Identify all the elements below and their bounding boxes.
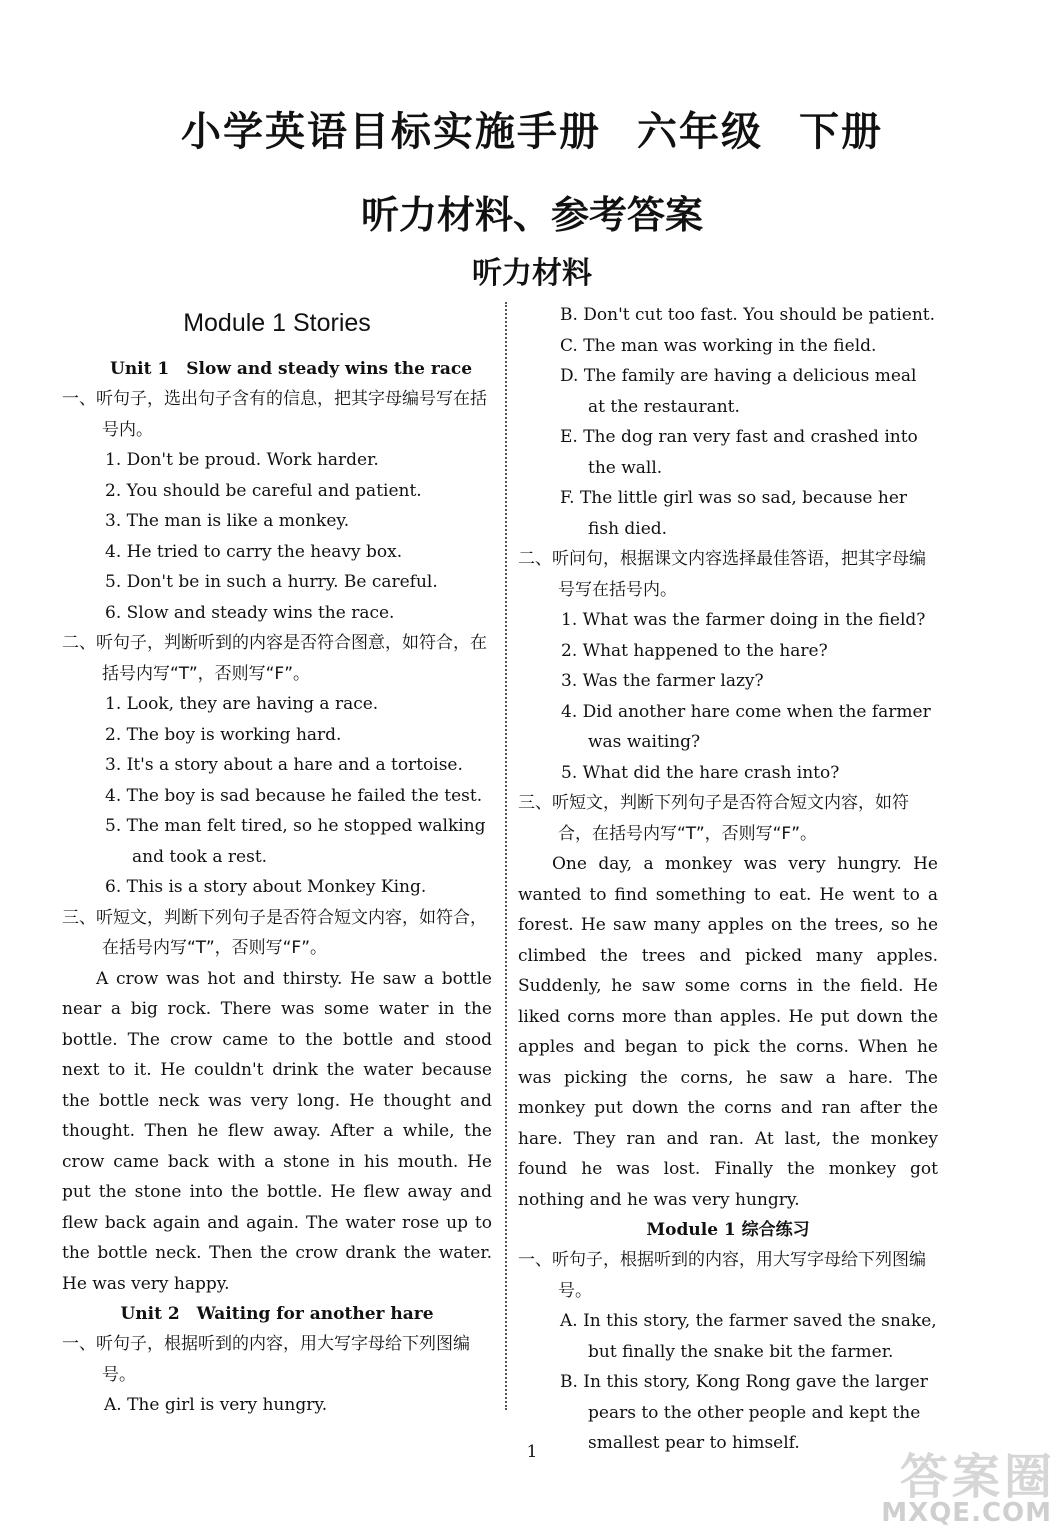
list-item: B. In this story, Kong Rong gave the larger pears to the other people and kept the smallest pear to himself. (560, 1372, 928, 1453)
list-item: C. The man was working in the field. (560, 335, 877, 356)
list-item: E. The dog ran very fast and crashed into the wall. (560, 427, 918, 478)
u1-passage: A crow was hot and thirsty. He saw a bottle near a big rock. There was some water in the bottle. The crow came to the bottle and stood next to it. He couldn't drink the water because the bottle neck was very long. He thought and thought. Then he flew away. After a while, the crow came back with a stone in his mouth. He put the stone into the bottle. He flew away and flew back again and again. The water rose up to the bottle neck. Then the crow drank the water. He was very happy. (62, 968, 492, 1294)
list-item: 4. He tried to carry the heavy box. (105, 541, 403, 562)
list-item: A. In this story, the farmer saved the snake, but finally the snake bit the farmer. (560, 1311, 937, 1362)
list-item: 3. It's a story about a hare and a tortoise. (105, 755, 463, 775)
review-title: Module 1 综合练习 (646, 1220, 810, 1240)
unit2-title: Unit 2 Waiting for another hare (120, 1304, 434, 1324)
watermark-logo (881, 1438, 1056, 1528)
list-item: D. The family are having a delicious meal at the restaurant. (560, 366, 917, 417)
list-item: A. The girl is very hungry. (104, 1395, 328, 1415)
watermark-text: 答案圈 (899, 1449, 1056, 1505)
book-title-volume: 下册 (799, 109, 883, 155)
u2-passage: One day, a monkey was very hungry. He wanted to find something to eat. He went to a forest. He saw many apples on the trees, so he climbed the trees and picked many apples. Suddenly, he saw some corns in the field. He liked corns more than apples. He put down the apples and began to pick the corns. When he was picking the corns, he saw a hare. The monkey put down the corns and ran after the hare. They ran and ran. At last, the monkey found he was lost. Finally the monkey got nothing and he was very hungry. (518, 854, 938, 1210)
book-title-grade: 六年级 (637, 109, 763, 155)
u2-question-1: 一、听句子，根据听到的内容，用大写字母给下列图编号。 (62, 1334, 470, 1385)
list-item: 2. What happened to the hare? (561, 640, 828, 661)
list-item: 2. You should be careful and patient. (105, 480, 422, 501)
page-number: 1 (526, 1442, 538, 1462)
column-divider (505, 302, 507, 1410)
document-subtitle: 听力材料、参考答案 (360, 193, 703, 237)
book-title-name: 小学英语目标实施手册 (181, 109, 601, 155)
list-item: 3. The man is like a monkey. (105, 511, 350, 531)
watermark-url: MXQE.COM (881, 1498, 1052, 1528)
list-item: 1. Don't be proud. Work harder. (105, 450, 379, 470)
u2-question-2: 二、听问句，根据课文内容选择最佳答语，把其字母编号写在括号内。 (518, 549, 926, 600)
list-item: 6. Slow and steady wins the race. (105, 602, 395, 623)
unit1-title: Unit 1 Slow and steady wins the race (110, 359, 473, 379)
review-question-1: 一、听句子，根据听到的内容，用大写字母给下列图编号。 (518, 1250, 926, 1301)
list-item: 5. The man felt tired, so he stopped walking and took a rest. (105, 816, 486, 867)
right-column (518, 300, 938, 1459)
list-item: 4. Did another hare come when the farmer was waiting? (561, 701, 931, 752)
list-item: 5. Don't be in such a hurry. Be careful. (105, 572, 438, 592)
u1-question-2: 二、听句子，判断听到的内容是否符合图意，如符合，在括号内写“T”，否则写“F”。 (62, 633, 487, 684)
list-item: 2. The boy is working hard. (105, 724, 342, 745)
u1-question-1: 一、听句子，选出句子含有的信息，把其字母编号写在括号内。 (62, 389, 487, 440)
left-column (62, 300, 492, 1421)
module-title: Module 1 Stories (183, 309, 371, 337)
section-heading: 听力材料 (472, 256, 592, 291)
book-title (0, 100, 1064, 157)
list-item: 3. Was the farmer lazy? (561, 671, 764, 691)
list-item: F. The little girl was so sad, because her fish died. (560, 488, 908, 539)
list-item: B. Don't cut too fast. You should be patient. (560, 305, 936, 325)
list-item: 6. This is a story about Monkey King. (105, 877, 427, 897)
u2-question-3: 三、听短文，判断下列句子是否符合短文内容，如符合，在括号内写“T”，否则写“F”。 (518, 793, 909, 844)
list-item: 1. What was the farmer doing in the field? (561, 610, 926, 630)
list-item: 5. What did the hare crash into? (561, 762, 840, 783)
u1-question-3: 三、听短文，判断下列句子是否符合短文内容，如符合，在括号内写“T”，否则写“F”。 (62, 907, 487, 958)
list-item: 4. The boy is sad because he failed the test. (105, 785, 483, 806)
list-item: 1. Look, they are having a race. (105, 694, 379, 714)
